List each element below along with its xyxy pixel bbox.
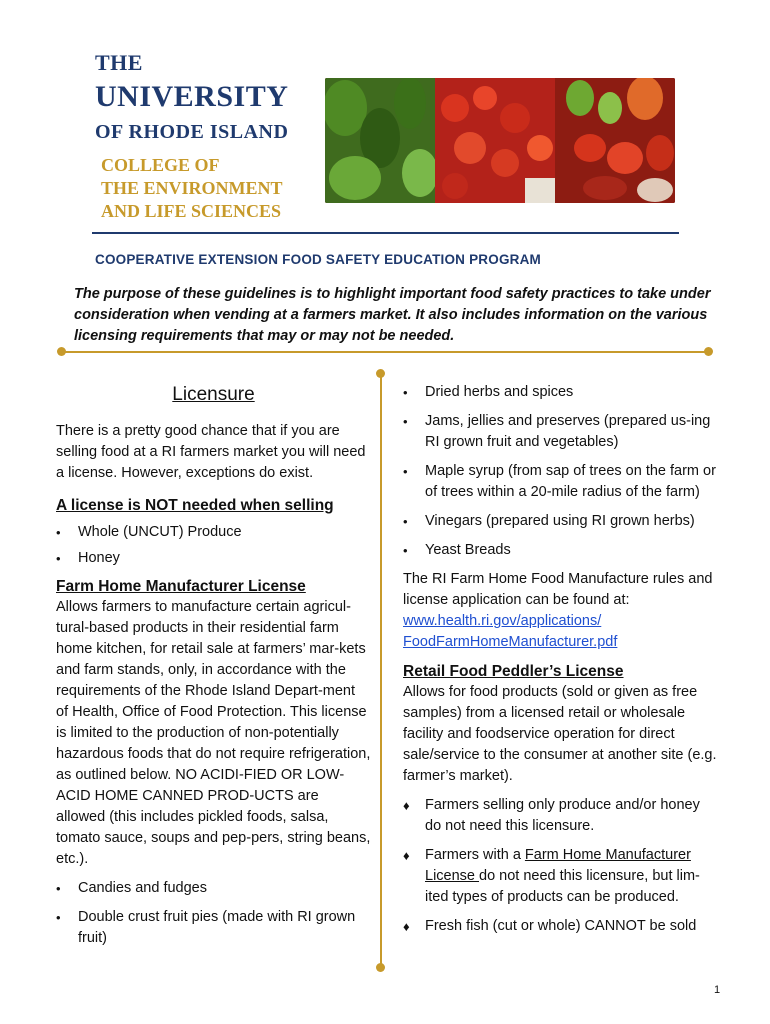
not-needed-heading: A license is NOT needed when selling [56, 497, 334, 514]
logo-college-2: THE ENVIRONMENT [101, 178, 283, 198]
list-item: • Vinegars (prepared using RI grown herbs) [403, 511, 718, 532]
not-needed-list [56, 522, 371, 569]
diamond-bullet-icon: ♦ [403, 798, 410, 813]
rules-link-part1[interactable]: www.health.ri.gov/applications/ [403, 613, 602, 629]
list-item: ♦ Farmers selling only produce and/or honey do not need this licensure. [403, 797, 700, 834]
bullet-icon: • [403, 464, 408, 479]
logo-college-3: AND LIFE SCIENCES [101, 201, 282, 221]
rules-link-part2[interactable]: FoodFarmHomeManufacturer.pdf [403, 634, 618, 650]
rules-link[interactable] [403, 611, 718, 653]
diamond-bullet-icon: ♦ [403, 919, 410, 934]
left-column [56, 382, 371, 949]
produce-photo [325, 78, 675, 203]
fhm-body: Allows farmers to manufacture certain agricul-tural-based products in their residential farm home kitchen, for retail sale at farmers’ mar-kets and farm stands, only, in accordance with the requirements of the Rhode Island Depart-ment of Health, Office of Food Protection. This license is limited to the production of non-potentially hazardous foods that do not require refrigeration, as outlined below. NO ACIDI-FIED OR LOW-ACID HOME CANNED PROD-UCTS are allowed (this includes pickled foods, salsa, tomato sauce, soups and pep-pers, string beans, etc.). [56, 599, 371, 867]
bullet-icon: • [56, 881, 61, 896]
program-title: COOPERATIVE EXTENSION FOOD SAFETY EDUCATION PROGRAM [95, 252, 541, 267]
bullet-icon: • [403, 385, 408, 400]
diamond-bullet-icon: ♦ [403, 848, 410, 863]
list-item: • Whole (UNCUT) Produce [56, 522, 371, 543]
licensure-title: Licensure [172, 384, 255, 405]
list-item: • Honey [56, 548, 371, 569]
licensure-intro: There is a pretty good chance that if you are selling food at a RI farmers market you will need a license. However, exceptions do exist. [56, 423, 366, 481]
peddler-body: Allows for food products (sold or given as free samples) from a licensed retail or wholesale facility and foodservice operation for direct sale/service to the consumer at another site (e.g. farmer’s market). [403, 684, 717, 784]
list-item: • Candies and fudges [56, 878, 371, 899]
bullet-icon: • [56, 551, 61, 566]
bullet-icon: • [403, 543, 408, 558]
rule-endpoint-dot [704, 347, 713, 356]
purpose-statement: The purpose of these guidelines is to highlight important food safety practices to take under consideration when vending at a farmers market. It also includes information on the various licensing requirements that may or may not be needed. [74, 286, 711, 344]
rule-endpoint-dot [376, 963, 385, 972]
rule-endpoint-dot [376, 369, 385, 378]
list-item: • Double crust fruit pies (made with RI grown fruit) [56, 909, 356, 946]
bullet-icon: • [56, 525, 61, 540]
peddler-heading: Retail Food Peddler’s License [403, 663, 624, 680]
list-item: • Jams, jellies and preserves (prepared us-ing RI grown fruit and vegetables) [403, 413, 711, 450]
peddler-list [403, 795, 718, 937]
bullet-icon: • [56, 910, 61, 925]
fhm-heading: Farm Home Manufacturer License [56, 578, 306, 595]
list-item: • Yeast Breads [403, 540, 718, 561]
logo-university: UNIVERSITY [95, 80, 289, 113]
fhm-list-left [56, 878, 371, 949]
header-divider [92, 232, 679, 234]
bullet-icon: • [403, 514, 408, 529]
list-item: • Maple syrup (from sap of trees on the farm or of trees within a 20-mile radius of the farm) [403, 463, 716, 500]
fhm-license-ref: Farm Home Manufacturer License [425, 847, 691, 884]
page-number: 1 [714, 984, 721, 996]
rule-endpoint-dot [57, 347, 66, 356]
rules-text: The RI Farm Home Food Manufacture rules and license application can be found at: [403, 571, 713, 608]
right-column [403, 382, 718, 937]
list-item: ♦ Farmers with a Farm Home Manufacturer License do not need this licensure, but lim-ited types of products can be produced. [403, 847, 700, 905]
logo-college-1: COLLEGE OF [101, 155, 220, 175]
list-item: • Dried herbs and spices [403, 382, 718, 403]
logo-the: THE [95, 50, 143, 75]
gold-vertical-rule [380, 374, 382, 968]
logo-rhode-island: OF RHODE ISLAND [95, 121, 289, 143]
gold-horizontal-rule [62, 351, 708, 353]
bullet-icon: • [403, 414, 408, 429]
list-item: ♦ Fresh fish (cut or whole) CANNOT be sold [403, 916, 718, 937]
fhm-list-right [403, 382, 718, 561]
